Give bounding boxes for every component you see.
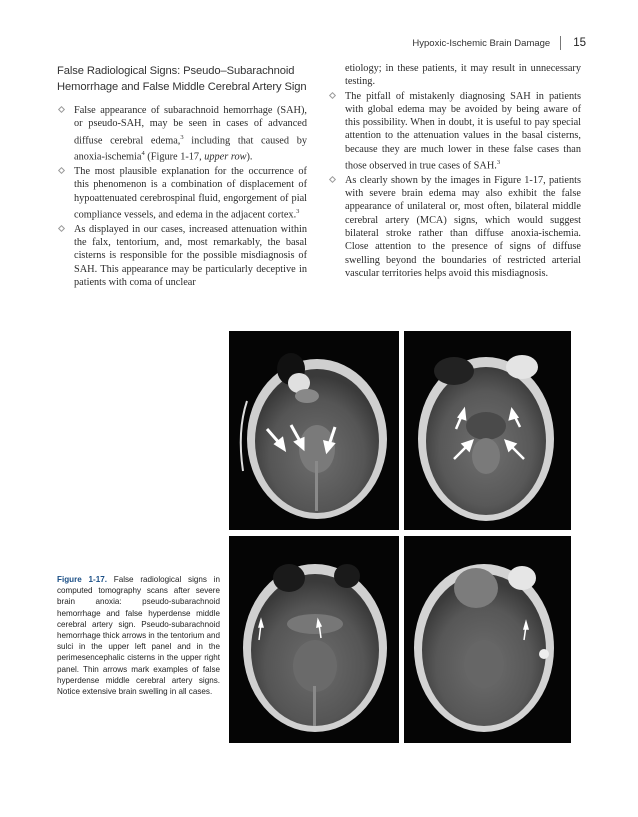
bullet-item: As clearly shown by the images in Figure 1-17, patients with severe brain edema may also exhibit the false appearance of unilateral or, most often, bilateral middle cerebral artery (MCA) signs, which would suggest bilateral stroke rather than diffuse anoxia-ischemia. Close attention to the presence of signs of diffuse swelling beyond the boundaries of restricted arterial vascular territories helps avoid this misdiagnosis. bbox=[328, 174, 581, 280]
diamond-bullet-icon bbox=[58, 106, 65, 113]
left-column bbox=[57, 62, 307, 290]
diamond-bullet-icon bbox=[58, 167, 65, 174]
bullet-item: The pitfall of mistakenly diagnosing SAH in patients with global edema may be avoided by being aware of this possibility. When in doubt, it is useful to pay special attention to the attenuation values in the basal cisterns, because they are much lower in these false cases than those observed in true cases of SAH.$^3$ bbox=[328, 90, 581, 173]
right-column bbox=[328, 62, 581, 281]
ct-scan-lower-right bbox=[404, 536, 571, 743]
right-bullet-list bbox=[328, 90, 581, 281]
ct-scan-upper-right bbox=[404, 331, 571, 530]
running-head-title: Hypoxic-Ischemic Brain Damage bbox=[412, 37, 551, 49]
figure-caption-text: False radiological signs in computed tomography scans after severe brain anoxia: pseudo-subarachnoid hemorrhage and false hyperdense middle cerebral artery sign. Pseudo-subarachnoid hemorrhage thick arrows in the tentorium and sulci in the upper left panel and in the perimesencephalic cisterns in the upper right panel. Thin arrows mark examples of false hyperdense middle cerebral artery signs. Notice extensive brain swelling in all cases. bbox=[57, 575, 221, 697]
section-title bbox=[57, 64, 307, 95]
bullet-item: As displayed in our cases, increased attenuation within the falx, tentorium, and, most remarkably, the basal cisterns is responsible for the possible misdiagnosis of SAH. This appearance may be particularly deceptive in patients with coma of unclear bbox=[57, 223, 307, 289]
section-title-line-1: False Radiological Signs: Pseudo–Subarachnoid bbox=[57, 65, 295, 77]
diamond-bullet-icon bbox=[58, 225, 65, 232]
continuation-text: etiology; in these patients, it may result in unnecessary testing. bbox=[345, 63, 581, 88]
diamond-bullet-icon bbox=[329, 92, 336, 99]
page-number: 15 bbox=[573, 37, 586, 49]
bullet-item: The most plausible explanation for the occurrence of this phenomenon is a combination of displacement of hypoattenuated cerebrospinal fluid, engorgement of pial compliance vessels, and edema in the adjacent cortex.$^3$ bbox=[57, 165, 307, 222]
bullet-item: False appearance of subarachnoid hemorrhage (SAH), or pseudo-SAH, may be seen in cases of advanced diffuse cerebral edema,$^3$ including that caused by anoxia-ischemia$^4$ (Figure 1-17, upper row). bbox=[57, 104, 307, 164]
running-head bbox=[412, 35, 586, 51]
diamond-bullet-icon bbox=[329, 176, 336, 183]
ct-scan-lower-left bbox=[229, 536, 399, 743]
left-bullet-list bbox=[57, 104, 307, 289]
figure-caption bbox=[57, 574, 220, 697]
section-title-line-2: Hemorrhage and False Middle Cerebral Artery Sign bbox=[57, 80, 307, 93]
ct-scan-upper-left bbox=[229, 331, 399, 530]
figure-label: Figure 1-17. bbox=[57, 575, 107, 584]
running-head-divider bbox=[560, 36, 561, 50]
